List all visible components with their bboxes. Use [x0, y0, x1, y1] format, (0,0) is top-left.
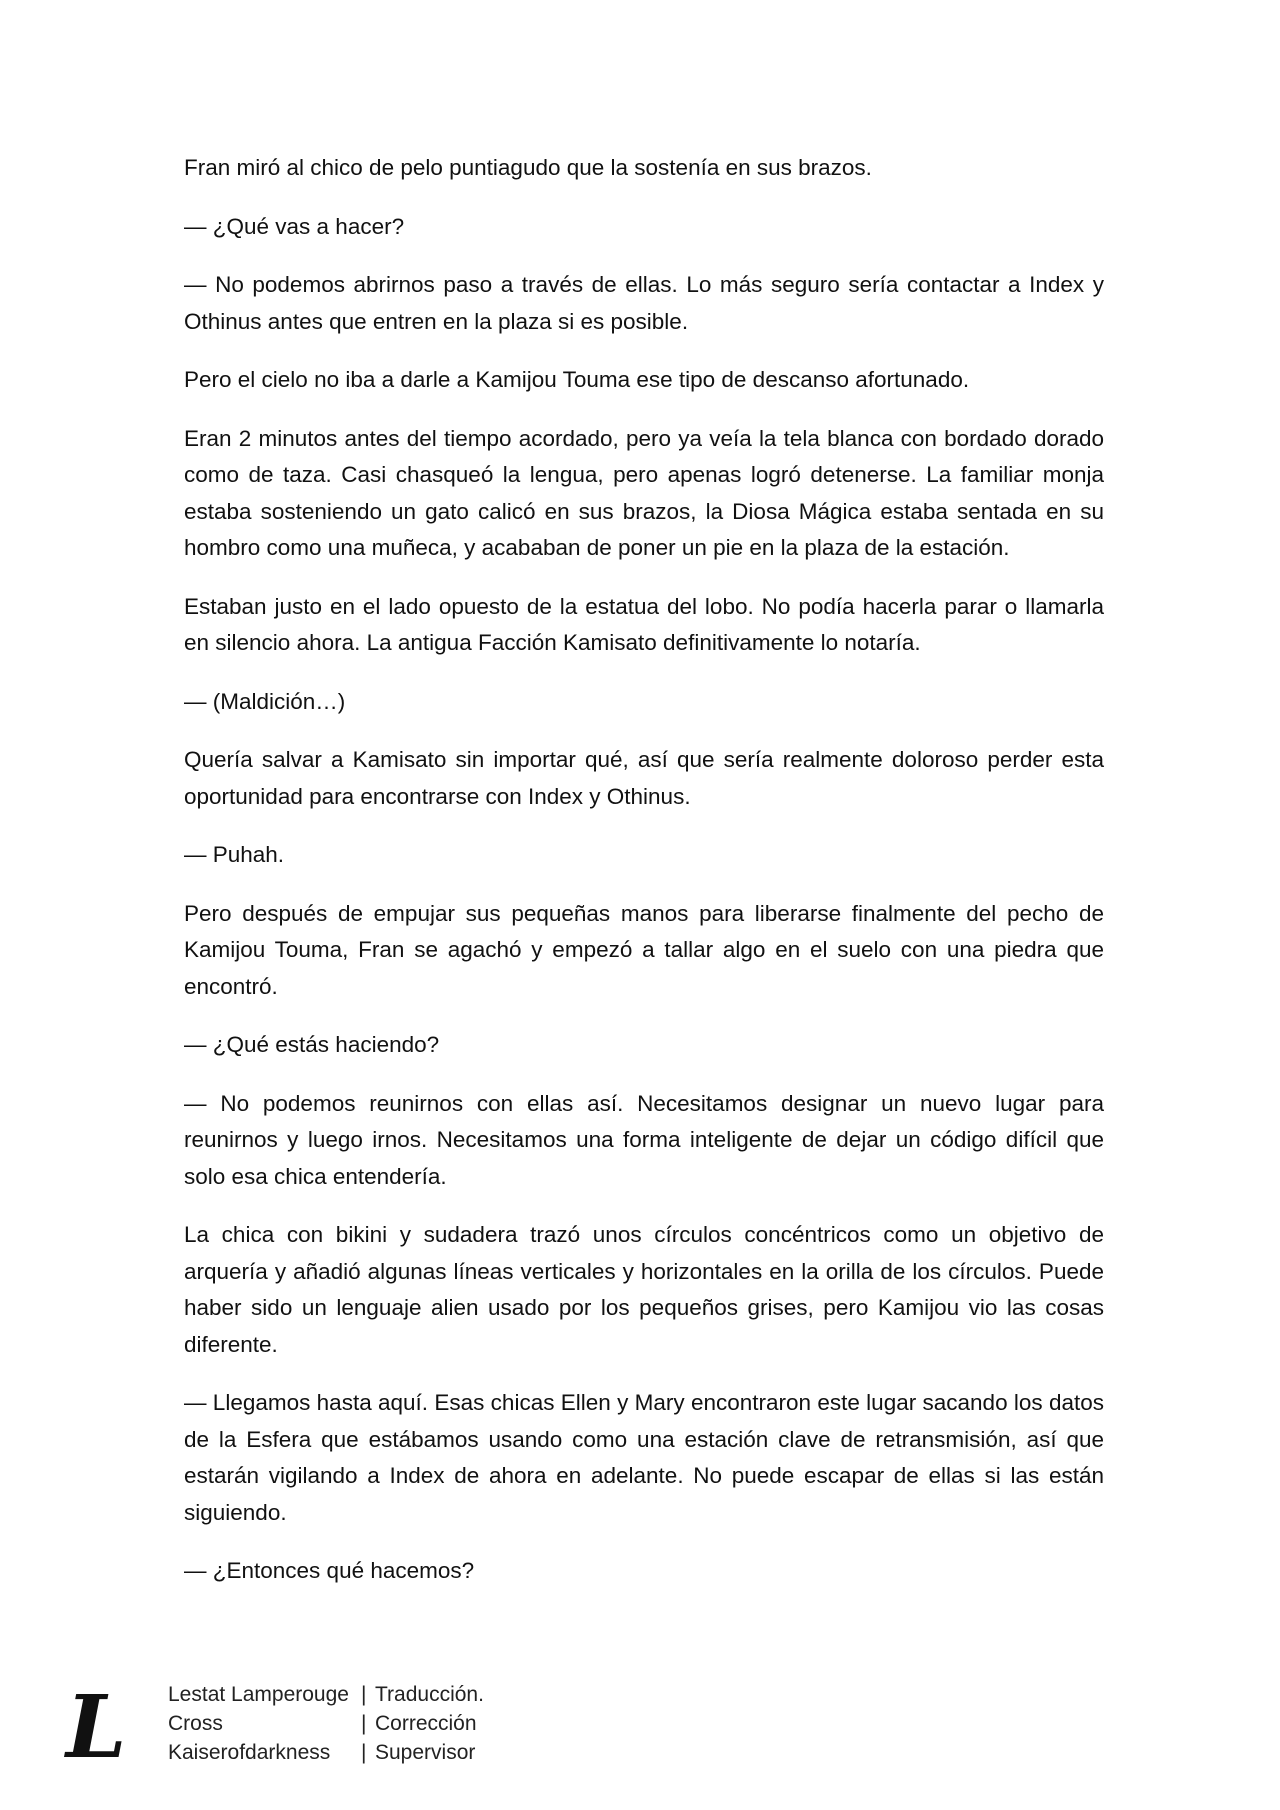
paragraph: — (Maldición…): [184, 688, 346, 714]
l-logo-icon: L: [66, 1677, 127, 1778]
credit-role: Supervisor: [375, 1741, 476, 1764]
credit-row: [168, 1709, 484, 1738]
paragraph: La chica con bikini y sudadera trazó unos círculos concéntricos como un objetivo de arquería y añadió algunas líneas verticales y horizontales en la orilla de los círculos. Puede haber sido un lenguaje alien usado por los pequeños grises, pero Kamijou vio las cosas diferente.: [184, 1222, 1104, 1357]
paragraph: — No podemos reunirnos con ellas así. Necesitamos designar un nuevo lugar para reunirnos y luego irnos. Necesitamos una forma inteligente de dejar un código difícil que solo esa chica entendería.: [184, 1090, 1104, 1189]
credit-row: [168, 1680, 484, 1709]
footer-credits: [66, 1677, 666, 1780]
credit-role: Traducción.: [375, 1683, 484, 1706]
paragraph: Fran miró al chico de pelo puntiagudo que la sostenía en sus brazos.: [184, 155, 872, 180]
paragraph: — Puhah.: [184, 842, 285, 867]
credit-separator: |: [361, 1712, 367, 1735]
paragraph: Quería salvar a Kamisato sin importar qué, así que sería realmente doloroso perder esta oportunidad para encontrarse con Index y Othinus.: [184, 747, 1104, 809]
paragraph: — ¿Qué vas a hacer?: [184, 213, 405, 239]
credits-list: [168, 1680, 484, 1767]
credit-name: Kaiserofdarkness: [168, 1741, 331, 1764]
paragraph: Estaban justo en el lado opuesto de la estatua del lobo. No podía hacerla parar o llamarla en silencio ahora. La antigua Facción Kamisato definitivamente lo notaría.: [184, 593, 1104, 655]
credit-name: Cross: [168, 1712, 223, 1735]
credit-row: [168, 1738, 484, 1767]
paragraph: — ¿Qué estás haciendo?: [184, 1032, 440, 1057]
paragraph: Eran 2 minutos antes del tiempo acordado, pero ya veía la tela blanca con bordado dorado como de taza. Casi chasqueó la lengua, pero apenas logró detenerse. La familiar monja estaba sosteniendo un gato calicó en sus brazos, la Diosa Mágica estaba sentada en su hombro como una muñeca, y acababan de poner un pie en la plaza de la estación.: [184, 425, 1104, 560]
credit-separator: |: [361, 1683, 367, 1706]
paragraph: Pero el cielo no iba a darle a Kamijou Touma ese tipo de descanso afortunado.: [184, 367, 970, 392]
credit-role: Corrección: [375, 1712, 477, 1735]
paragraph: — ¿Entonces qué hacemos?: [184, 1558, 475, 1583]
credit-separator: |: [361, 1741, 367, 1764]
credit-name: Lestat Lamperouge: [168, 1683, 349, 1706]
paragraph: — No podemos abrirnos paso a través de ellas. Lo más seguro sería contactar a Index y Othinus antes que entren en la plaza si es posible.: [184, 272, 1104, 334]
body-text: [184, 150, 1104, 1590]
paragraph: — Llegamos hasta aquí. Esas chicas Ellen y Mary encontraron este lugar sacando los datos de la Esfera que estábamos usando como una estación clave de retransmisión, así que estarán vigilando a Index de ahora en adelante. No puede escapar de ellas si las están siguiendo.: [184, 1390, 1104, 1525]
paragraph: Pero después de empujar sus pequeñas manos para liberarse finalmente del pecho de Kamijou Touma, Fran se agachó y empezó a tallar algo en el suelo con una piedra que encontró.: [184, 900, 1104, 999]
